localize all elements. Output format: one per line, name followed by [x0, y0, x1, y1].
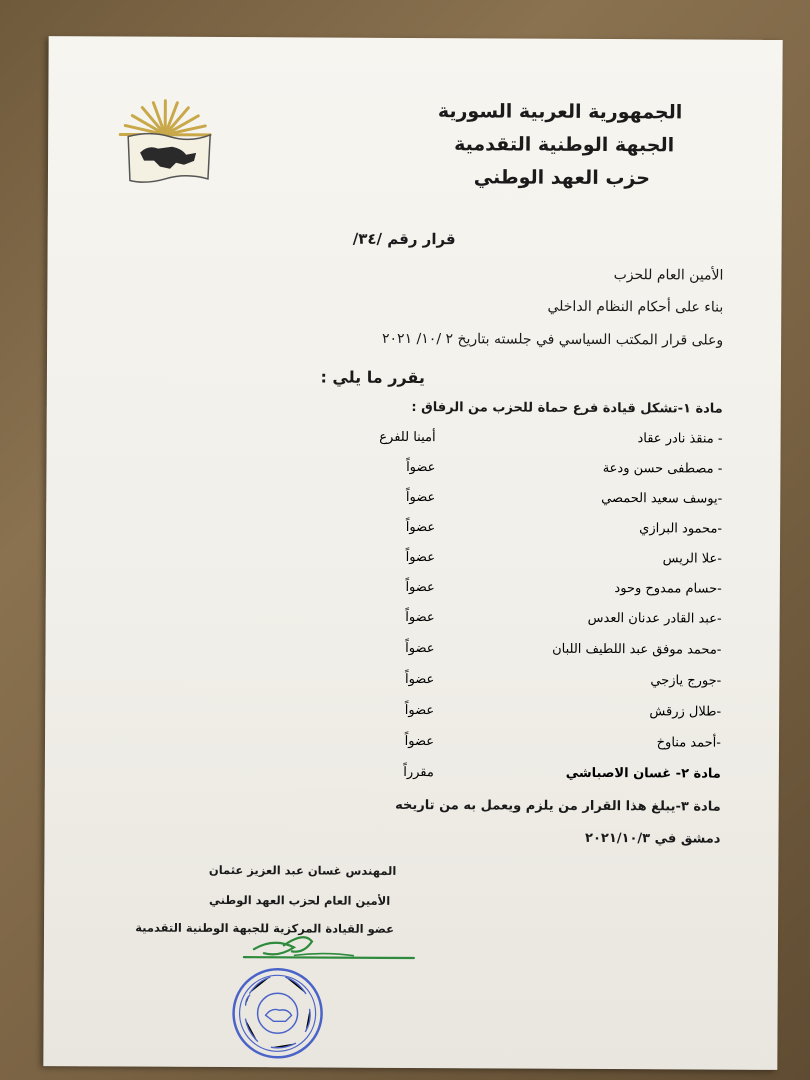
member-role: عضواً: [405, 579, 435, 596]
header-party: حزب العهد الوطني: [473, 166, 651, 190]
member-role: عضواً: [405, 640, 435, 657]
member-name: -جورج يازجي: [650, 673, 722, 689]
list-item: [45, 732, 779, 758]
member-name: - منقذ نادر عقاد: [637, 431, 723, 447]
list-item: [46, 458, 780, 484]
article-2-name: مادة ٢- غسان الاصباشي: [565, 765, 721, 782]
signatory-title-1: الأمين العام لحزب العهد الوطني: [209, 892, 391, 908]
member-role: عضواً: [405, 519, 436, 536]
member-role: عضواً: [404, 671, 435, 688]
member-name: -طلال زرقش: [649, 704, 722, 720]
list-item: [45, 639, 779, 665]
member-role: عضواً: [404, 702, 435, 719]
member-name: - مصطفى حسن ودعة: [602, 460, 723, 477]
list-item: [46, 548, 780, 574]
list-item: [45, 763, 779, 789]
list-item: [45, 701, 779, 727]
member-role: عضواً: [406, 459, 436, 476]
list-item: [46, 518, 780, 544]
article-3: مادة ٣-يبلغ هذا القرار من يلزم ويعمل به من تاريخه: [395, 797, 721, 815]
signature-mark: [234, 927, 424, 968]
document-page: [43, 36, 782, 1070]
member-name: -علا الريس: [662, 551, 723, 567]
basis-line-1: بناء على أحكام النظام الداخلي: [547, 298, 724, 316]
member-name: -حسام ممدوح وحود: [614, 581, 722, 597]
header-front: الجبهة الوطنية التقدمية: [454, 133, 675, 157]
place-date: دمشق في ٢٠٢١/١٠/٣: [585, 830, 721, 847]
member-role: مقرراً: [403, 764, 434, 781]
member-role: عضواً: [405, 489, 436, 506]
header-country: الجمهورية العربية السورية: [437, 100, 683, 124]
member-name: -أحمد مناوخ: [656, 735, 722, 751]
member-role: عضواً: [404, 733, 435, 750]
decision-number: قرار رقم /٣٤/: [352, 229, 456, 249]
member-role: أمينا للفرع: [379, 429, 436, 446]
issuer-line: الأمين العام للحزب: [613, 267, 724, 284]
member-role: عضواً: [405, 609, 435, 626]
member-name: -يوسف سعيد الحمصي: [601, 490, 723, 507]
member-name: -محمد موفق عبد اللطيف اللبان: [552, 641, 722, 658]
decides-line: يقرر ما يلي :: [320, 367, 425, 388]
member-role: عضواً: [405, 549, 436, 566]
list-item: [45, 670, 779, 696]
list-item: [46, 488, 780, 514]
party-stamp: [229, 965, 326, 1062]
list-item: [46, 578, 780, 604]
party-logo: [110, 94, 220, 190]
article-1: مادة ١-تشكل قيادة فرع حماة للحزب من الرفاق :: [411, 399, 723, 417]
member-name: -محمود البرازي: [639, 521, 723, 537]
member-name: -عبد القادر عدنان العدس: [587, 610, 722, 627]
signatory-title-2: عضو القيادة المركزية للجبهة الوطنية التقدمية: [135, 920, 395, 936]
basis-line-2: وعلى قرار المكتب السياسي في جلسته بتاريخ ٢ /١٠/ ٢٠٢١: [382, 330, 724, 349]
list-item: [46, 608, 780, 634]
list-item: [47, 428, 781, 454]
signatory-name: المهندس غسان عبد العزيز عثمان: [208, 862, 397, 878]
